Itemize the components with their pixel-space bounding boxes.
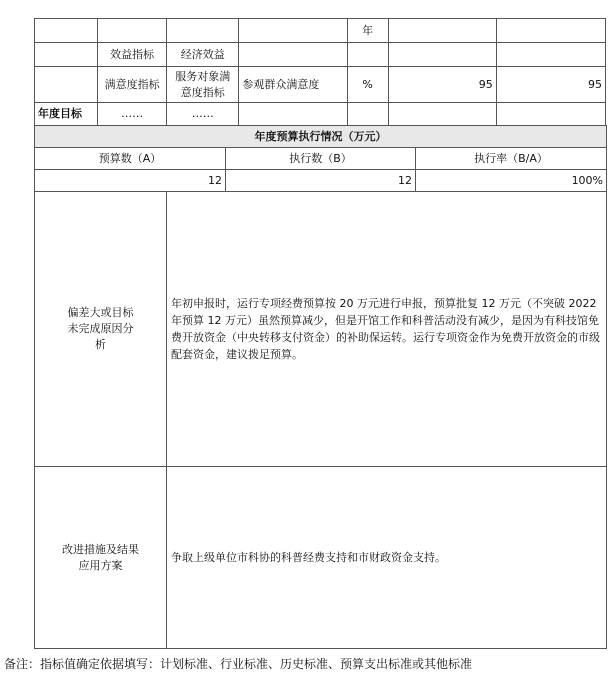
level2-indicator: 经济效益 (167, 43, 239, 67)
cell (347, 103, 388, 126)
budget-value: 12 (226, 170, 416, 192)
improvement-text: 争取上级单位市科协的科普经费支持和市财政资金支持。 (167, 467, 607, 649)
indicator-table (34, 18, 606, 126)
analysis-table (34, 191, 607, 649)
cell (98, 19, 167, 43)
indicator-name: 参观群众满意度 (239, 67, 347, 103)
footnote: 备注：指标值确定依据填写：计划标准、行业标准、历史标准、预算支出标准或其他标准 (4, 657, 473, 671)
cell (496, 103, 605, 126)
performance-table (34, 18, 606, 649)
table-row (35, 19, 606, 43)
cell (35, 19, 98, 43)
table-row (35, 467, 607, 649)
table-row (35, 126, 607, 148)
level1-indicator: 效益指标 (98, 43, 167, 67)
cell (35, 67, 98, 103)
deviation-label: 偏差大或目标未完成原因分析 (35, 192, 167, 467)
budget-header: 执行率（B/A） (416, 148, 607, 170)
cell (35, 43, 98, 67)
table-row (35, 43, 606, 67)
placeholder-dots: …… (98, 103, 167, 126)
budget-table (34, 125, 607, 192)
unit-cell: 年 (347, 19, 388, 43)
table-row (35, 148, 607, 170)
level1-indicator: 满意度指标 (98, 67, 167, 103)
cell (167, 19, 239, 43)
target-value: 95 (388, 67, 496, 103)
annual-target-label: 年度目标 (35, 103, 98, 126)
cell (496, 43, 605, 67)
budget-header: 执行数（B） (226, 148, 416, 170)
cell (388, 43, 496, 67)
table-row (35, 170, 607, 192)
cell (239, 19, 347, 43)
cell (239, 43, 347, 67)
deviation-text: 年初申报时，运行专项经费预算按 20 万元进行申报，预算批复 12 万元（不突破 2022 年预算 12 万元）虽然预算减少，但是开馆工作和科普活动没有减少，是因为有科技馆免费开放资金（中央转移支付资金）的补助保运转。运行专项资金作为免费开放资金的市级配套资金，建议拨足预算。 (167, 192, 607, 467)
budget-value: 12 (35, 170, 226, 192)
cell (388, 103, 496, 126)
table-row (35, 103, 606, 126)
level2-indicator: 服务对象满意度指标 (167, 67, 239, 103)
table-row (35, 67, 606, 103)
cell (347, 43, 388, 67)
table-row (35, 192, 607, 467)
budget-title: 年度预算执行情况（万元） (35, 126, 607, 148)
cell (388, 19, 496, 43)
placeholder-dots: …… (167, 103, 239, 126)
cell (496, 19, 605, 43)
actual-value: 95 (496, 67, 605, 103)
unit-cell: % (347, 67, 388, 103)
improvement-label: 改进措施及结果应用方案 (35, 467, 167, 649)
budget-value: 100% (416, 170, 607, 192)
cell (239, 103, 347, 126)
budget-header: 预算数（A） (35, 148, 226, 170)
